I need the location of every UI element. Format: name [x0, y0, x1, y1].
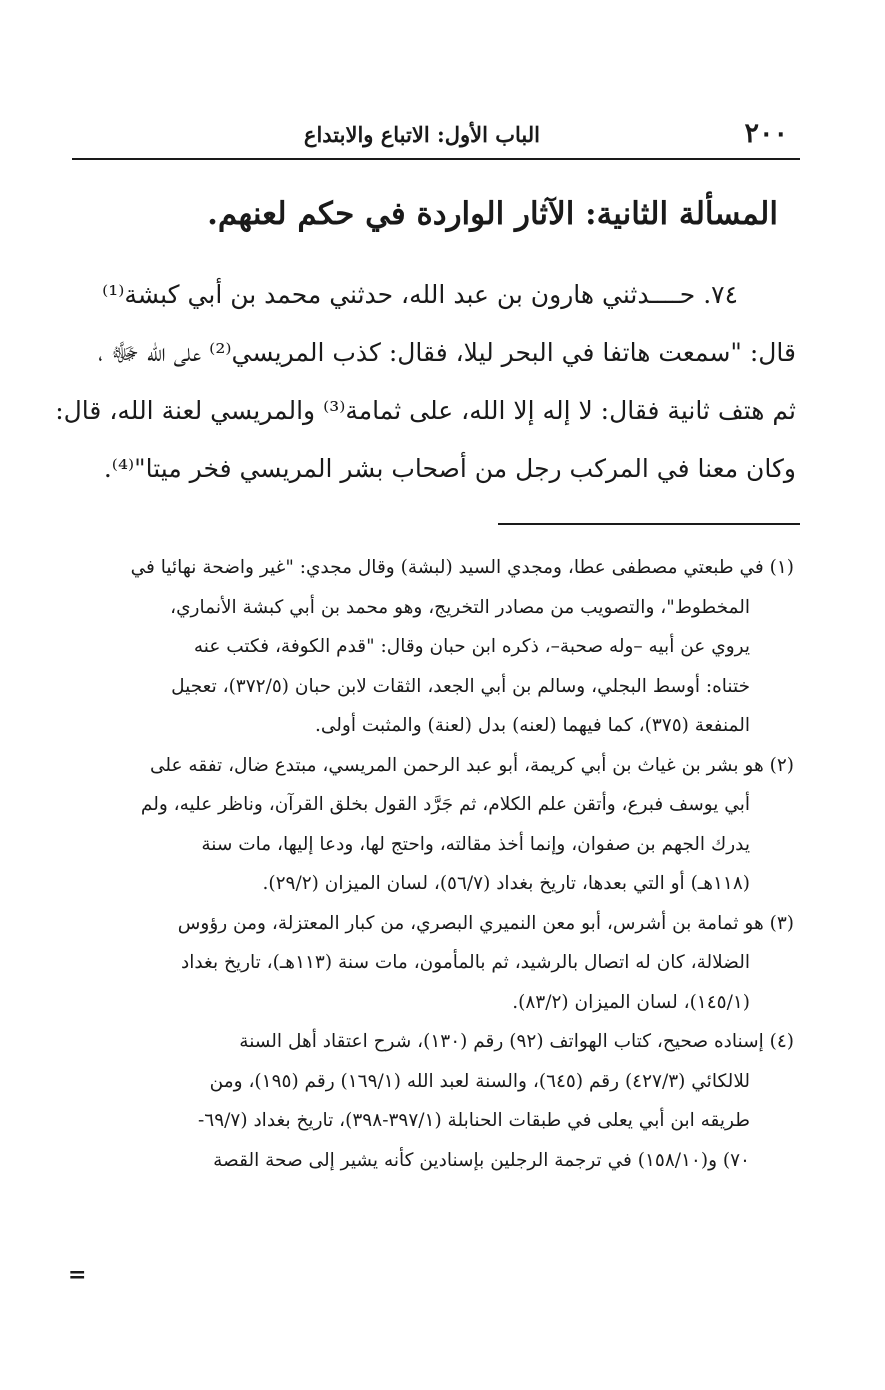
footnote-line: يروي عن أبيه –وله صحبة–، ذكره ابن حبان وقال: "قدم الكوفة، فكتب عنه — [193, 636, 750, 657]
footnote-line: طريقه ابن أبي يعلى في طبقات الحنابلة (٣٩٧/١-٣٩٨)، تاريخ بغداد (٦٩/٧- — [198, 1110, 750, 1131]
footnote-line: (١) في طبعتي مصطفى عطا، ومجدي السيد (لبشة) وقال مجدي: "غير واضحة نهائيا في — [130, 557, 794, 578]
footnote-2 — [72, 746, 794, 904]
footnote-line: (١١٨هـ) أو التي بعدها، تاريخ بغداد (٥٦/٧)، لسان الميزان (٢٩/٢). — [262, 873, 750, 894]
book-page — [55, 0, 800, 1390]
footnote-4 — [72, 1022, 794, 1180]
footnotes — [72, 548, 794, 1180]
footnote-line: الضلالة، كان له اتصال بالرشيد، ثم بالمأمون، مات سنة (١١٣هـ)، تاريخ بغداد — [180, 952, 750, 973]
main-text-line: ٧٤. حــــدثني هارون بن عبد الله، حدثني محمد بن أبي كبشة⁽¹⁾ — [102, 280, 738, 309]
main-text — [55, 266, 796, 498]
main-text-line: ثم هتف ثانية فقال: لا إله إلا الله، على ثمامة⁽³⁾ والمريسي لعنة الله، قال: — [55, 396, 796, 425]
section-heading: المسألة الثانية: الآثار الواردة في حكم لعنهم. — [207, 196, 778, 232]
footnote-line: المنفعة (٣٧٥)، كما فيهما (لعنه) بدل (لعنة) والمثبت أولى. — [315, 715, 750, 736]
main-text-line: قال: "سمعت هاتفا في البحر ليلا، فقال: كذب المريسي⁽²⁾ على الله ﷻ ، — [98, 338, 796, 367]
page-number: ٢٠٠ — [744, 118, 788, 149]
footnote-line: ختناه: أوسط البجلي، وسالم بن أبي الجعد، الثقات لابن حبان (٣٧٢/٥)، تعجيل — [171, 675, 750, 697]
running-title: الباب الأول: الاتباع والابتداع — [303, 122, 540, 147]
footnote-line: ٧٠) و(١٥٨/١٠) في ترجمة الرجلين بإسنادين كأنه يشير إلى صحة القصة — [213, 1149, 750, 1171]
footnote-line: للالكائي (٤٢٧/٣) رقم (٦٤٥)، والسنة لعبد الله (١٦٩/١) رقم (١٩٥)، ومن — [209, 1070, 750, 1092]
footnote-line: (٤) إسناده صحيح، كتاب الهواتف (٩٢) رقم (١٣٠)، شرح اعتقاد أهل السنة — [239, 1031, 794, 1052]
footnote-1 — [72, 548, 794, 746]
page-header — [72, 118, 800, 158]
main-text-line: وكان معنا في المركب رجل من أصحاب بشر المريسي فخر ميتا"⁽⁴⁾. — [103, 454, 796, 483]
footnote-line: يدرك الجهم بن صفوان، وإنما أخذ مقالته، واحتج لها، ودعا إليها، مات سنة — [201, 833, 750, 855]
footnote-line: (٣) هو ثمامة بن أشرس، أبو معن النميري البصري، من كبار المعتزلة، ومن رؤوس — [177, 912, 794, 934]
continuation-mark: = — [68, 1262, 87, 1288]
header-rule — [72, 158, 800, 160]
footnote-separator — [498, 523, 800, 525]
footnote-line: (١٤٥/١)، لسان الميزان (٨٣/٢). — [512, 991, 750, 1013]
footnote-3 — [72, 904, 794, 1023]
footnote-line: أبي يوسف فبرع، وأتقن علم الكلام، ثم جَرَّد القول بخلق القرآن، وناظر عليه، ولم — [140, 794, 750, 815]
footnote-line: المخطوط"، والتصويب من مصادر التخريج، وهو محمد بن أبي كبشة الأنماري، — [170, 596, 750, 618]
footnote-line: (٢) هو بشر بن غياث بن أبي كريمة، أبو عبد الرحمن المريسي، مبتدع ضال، تفقه على — [149, 754, 794, 776]
